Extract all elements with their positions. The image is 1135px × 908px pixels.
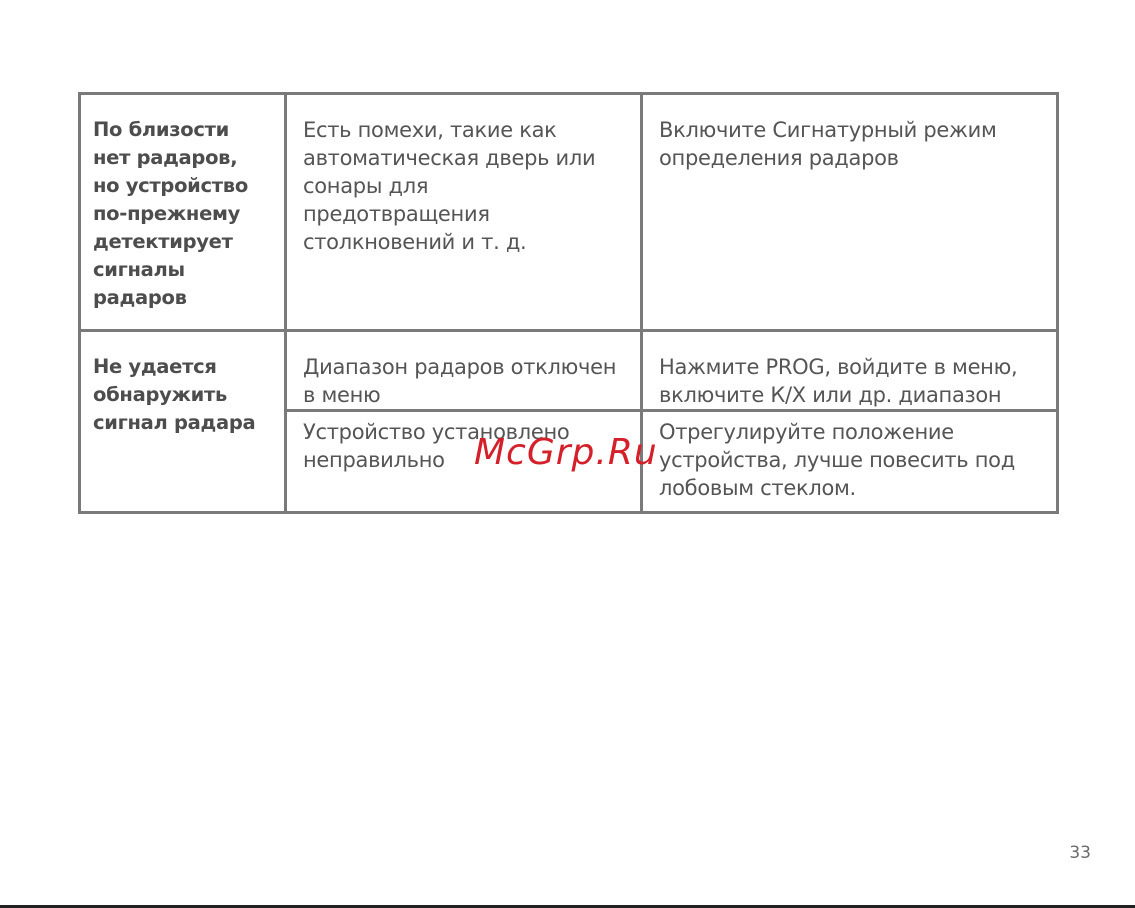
cause-cell bbox=[286, 331, 642, 411]
cause-cell bbox=[286, 94, 642, 331]
table-row bbox=[80, 331, 1058, 411]
cause-text: Устройство установлено неправильно bbox=[303, 420, 570, 472]
solution-cell bbox=[642, 94, 1058, 331]
watermark-logo: McGrp.Ru bbox=[474, 432, 658, 473]
problem-cell bbox=[80, 331, 286, 513]
solution-text: Отрегулируйте положение устройства, лучше повесить под лобовым стеклом. bbox=[659, 420, 1015, 500]
solution-text: Включите Сигнатурный режим определения радаров bbox=[659, 118, 997, 170]
solution-cell bbox=[642, 411, 1058, 513]
cause-text: Есть помехи, такие как автоматическая дверь или сонары для предотвращения столкновений и т. д. bbox=[303, 118, 596, 254]
cause-text: Диапазон радаров отключен в меню bbox=[303, 355, 617, 407]
problem-text: По близости нет радаров, но устройство по-прежнему детектирует сигналы радаров bbox=[93, 118, 248, 309]
table-row bbox=[80, 94, 1058, 331]
solution-cell bbox=[642, 331, 1058, 411]
page-number: 33 bbox=[1069, 843, 1091, 863]
problem-cell bbox=[80, 94, 286, 331]
solution-text: Нажмите PROG, войдите в меню, включите К/Х или др. диапазон bbox=[659, 355, 1018, 407]
problem-text: Не удается обнаружить сигнал радара bbox=[93, 355, 256, 434]
